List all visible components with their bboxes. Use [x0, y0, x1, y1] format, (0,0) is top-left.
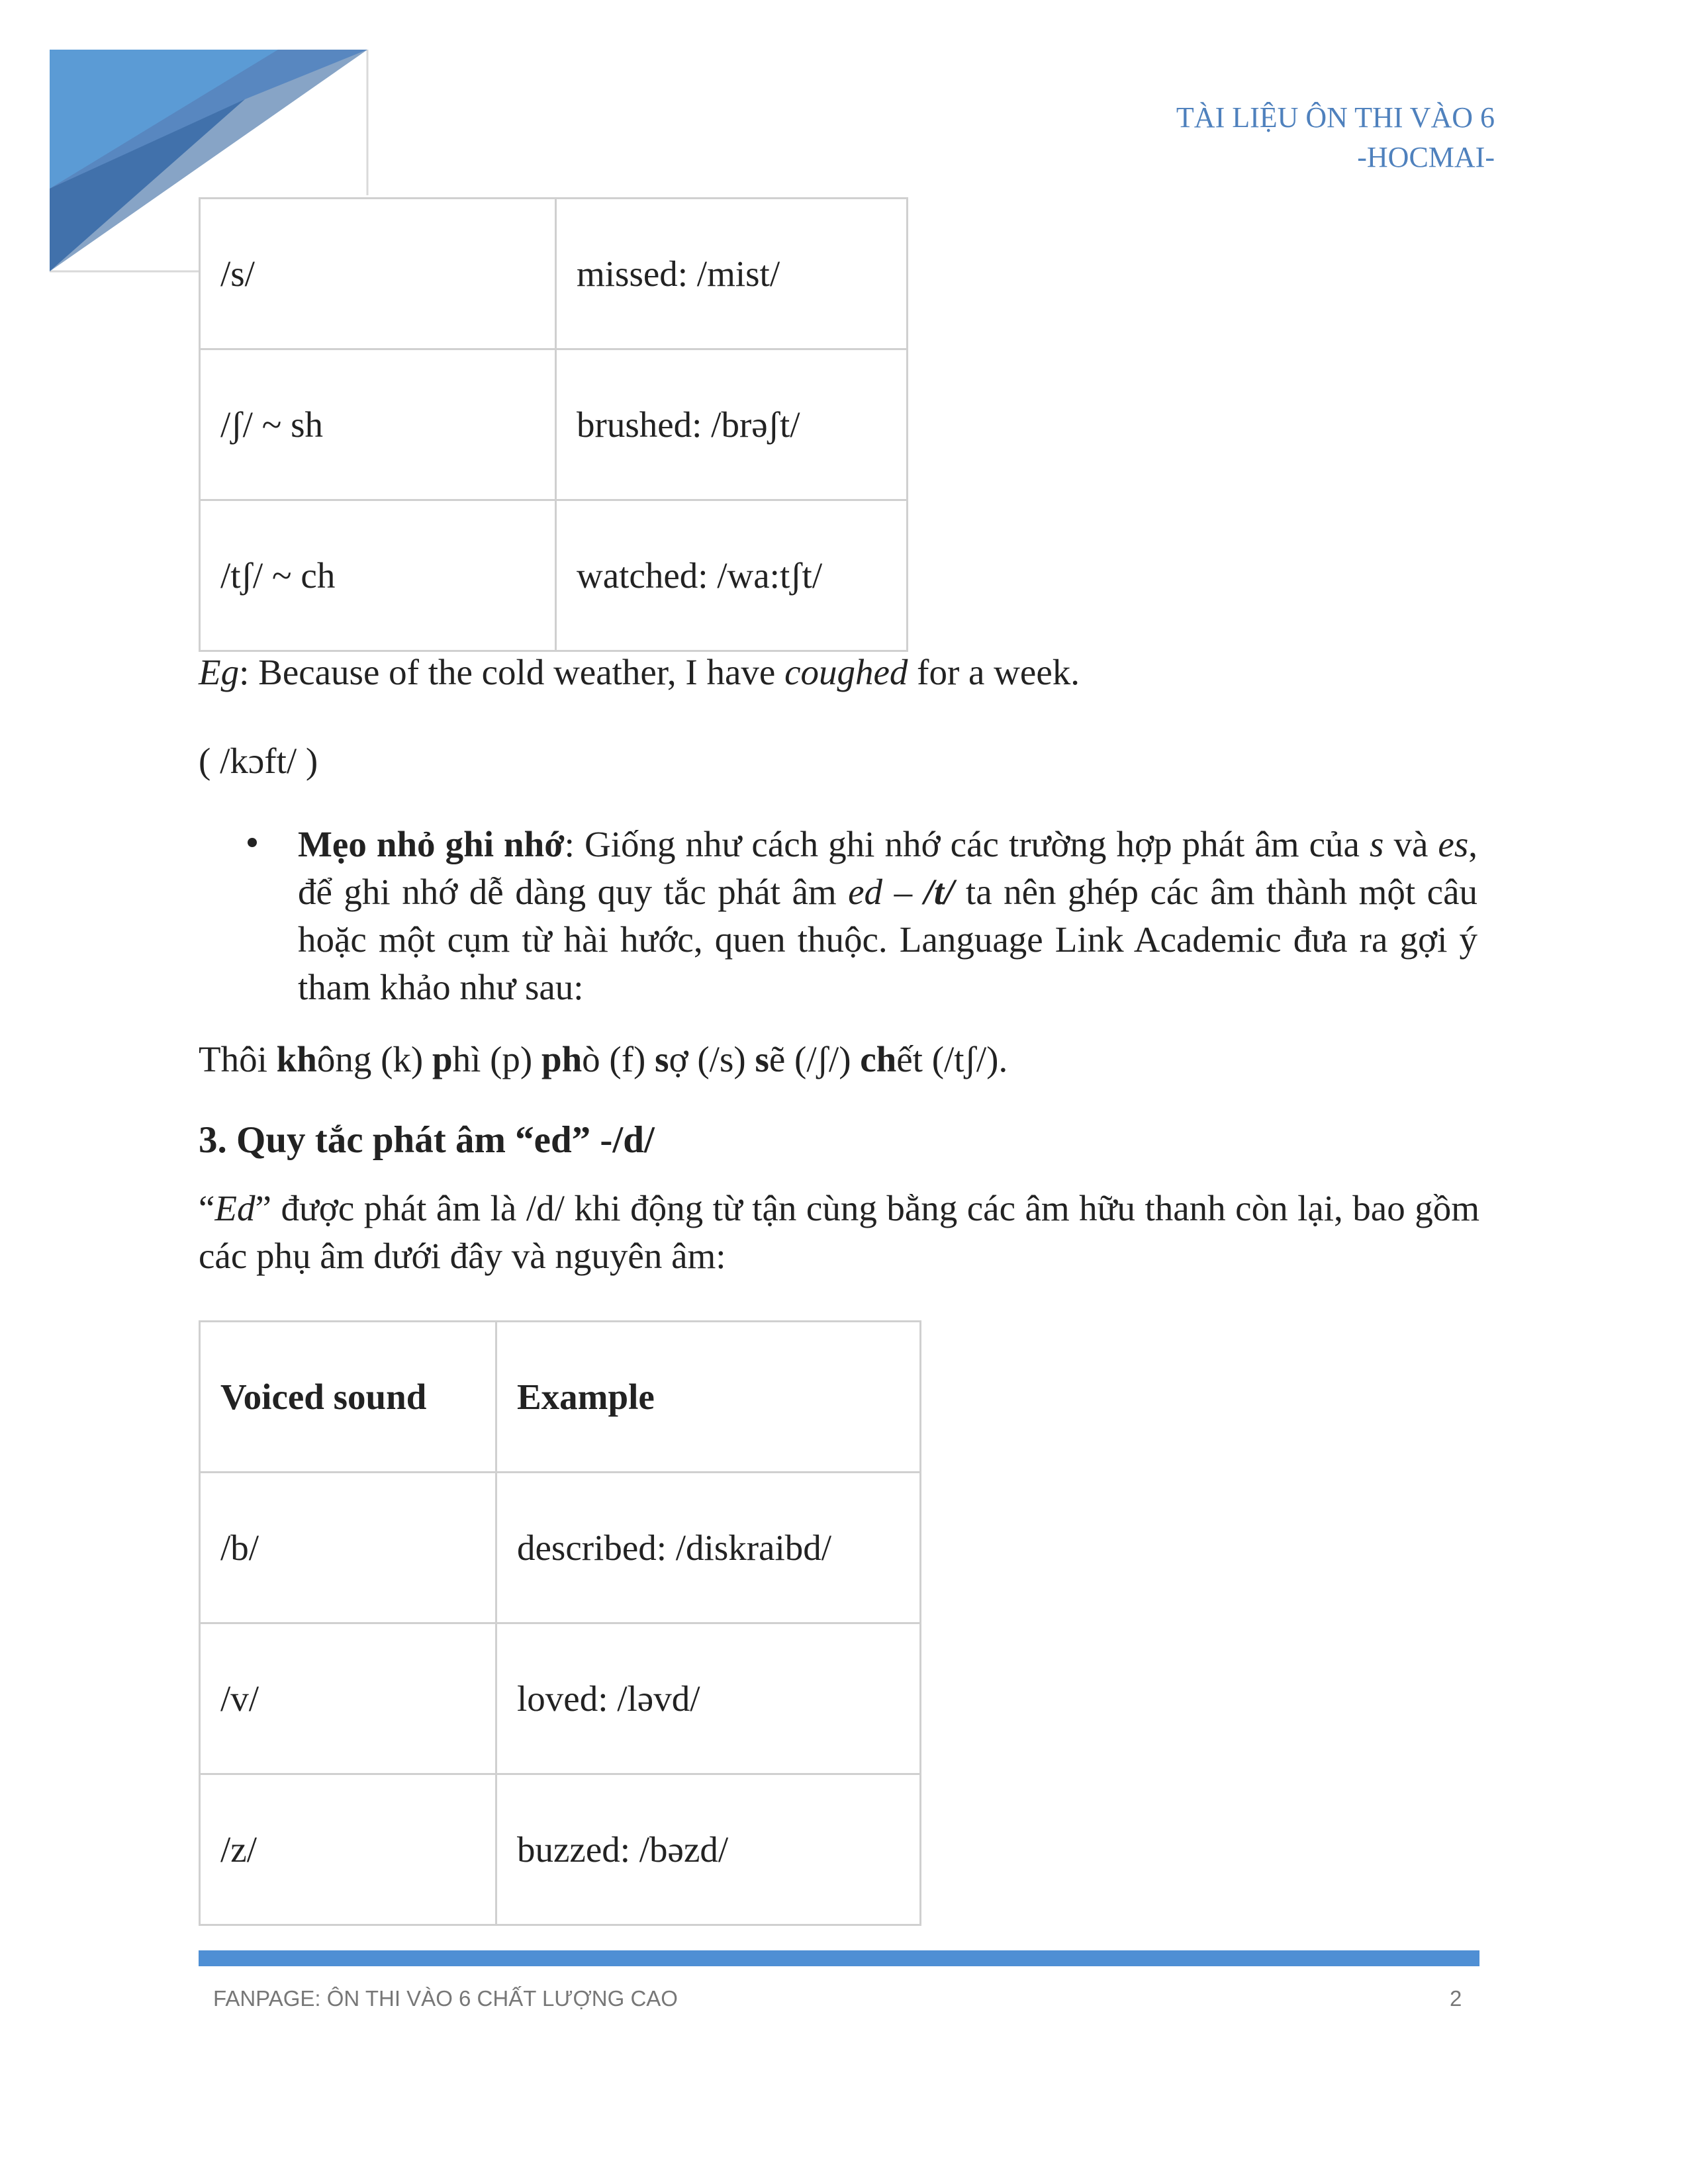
example-cell: missed: /mist/: [556, 199, 908, 349]
table-row: [200, 199, 908, 349]
sound-cell: /s/: [200, 199, 556, 349]
voiced-sound-table: [199, 1320, 921, 1926]
section-paragraph: “Ed” được phát âm là /d/ khi động từ tận cùng bằng các âm hữu thanh còn lại, bao gồm các phụ âm dưới đây và nguyên âm:: [199, 1188, 1479, 1276]
header-title: TÀI LIỆU ÔN THI VÀO 6: [1176, 101, 1495, 134]
document-header: [1176, 98, 1495, 177]
mnemonic-sentence: Thôi không (k) phì (p) phò (f) sợ (/s) sẽ (/ʃ/) chết (/tʃ/).: [199, 1039, 1008, 1079]
example-cell: watched: /wa:tʃt/: [556, 500, 908, 651]
tip-bullet: [199, 821, 1477, 1011]
footer-text: FANPAGE: ÔN THI VÀO 6 CHẤT LƯỢNG CAO: [213, 1986, 678, 2011]
example-sentence: Eg: Because of the cold weather, I have coughed for a week.: [199, 652, 1080, 692]
table-header-row: [200, 1322, 921, 1473]
header-subtitle: -HOCMAI-: [1357, 141, 1495, 173]
example-ipa: ( /kɔft/ ): [199, 741, 318, 781]
voiceless-sound-table: [199, 197, 908, 652]
example-cell: loved: /ləvd/: [496, 1623, 921, 1774]
sound-cell: /z/: [200, 1774, 496, 1925]
page-number: 2: [1450, 1986, 1462, 2011]
table-row: [200, 1473, 921, 1623]
header-cell: Example: [496, 1322, 921, 1473]
example-cell: described: /diskraibd/: [496, 1473, 921, 1623]
table-row: [200, 500, 908, 651]
section-heading: 3. Quy tắc phát âm “ed” -/d/: [199, 1119, 655, 1161]
table-row: [200, 1623, 921, 1774]
sound-cell: /tʃ/ ~ ch: [200, 500, 556, 651]
table-row: [200, 1774, 921, 1925]
tip-text: Mẹo nhỏ ghi nhớ: Giống như cách ghi nhớ các trường hợp phát âm của s và es, để ghi nhớ dễ dàng quy tắc phát âm ed – /t/ ta nên ghép các âm thành một câu hoặc một cụm từ hài hước, quen thuộc. Language Link Academic đưa ra gợi ý tham khảo như sau:: [298, 824, 1477, 1007]
header-cell: Voiced sound: [200, 1322, 496, 1473]
table-row: [200, 349, 908, 500]
bullet-icon: [248, 838, 257, 847]
sound-cell: /v/: [200, 1623, 496, 1774]
sound-cell: /b/: [200, 1473, 496, 1623]
footer-divider: [199, 1950, 1479, 1966]
sound-cell: /ʃ/ ~ sh: [200, 349, 556, 500]
example-cell: brushed: /brəʃt/: [556, 349, 908, 500]
example-cell: buzzed: /bəzd/: [496, 1774, 921, 1925]
